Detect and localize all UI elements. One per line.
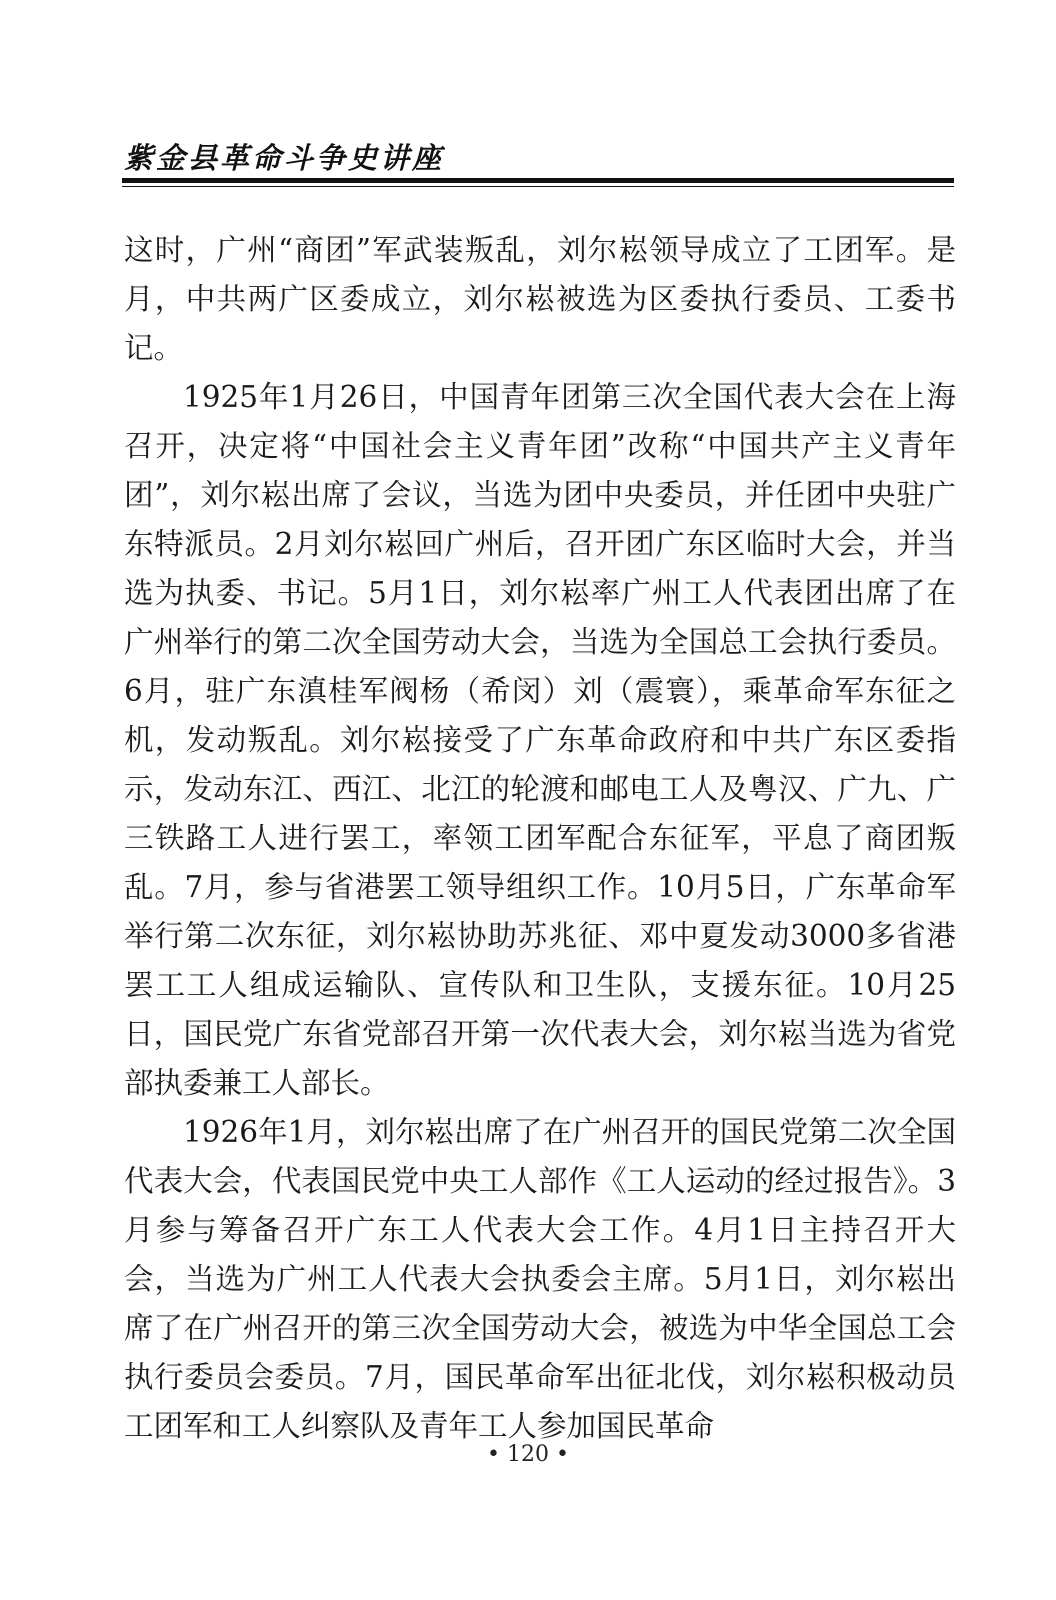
header-rule-thin [122,186,954,187]
paragraph-3: 1926年1月，刘尔崧出席了在广州召开的国民党第二次全国代表大会，代表国民党中央工人部作《工人运动的经过报告》。3月参与筹备召开广东工人代表大会工作。4月1日主持召开大会，当选为广州工人代表大会执委会主席。5月1日，刘尔崧出席了在广州召开的第三次全国劳动大会，被选为中华全国总工会执行委员会委员。7月，国民革命军出征北伐，刘尔崧积极动员工团军和工人纠察队及青年工人参加国民革命 [124,1115,956,1443]
paragraph-2: 1925年1月26日，中国青年团第三次全国代表大会在上海召开，决定将“中国社会主义青年团”改称“中国共产主义青年团”，刘尔崧出席了会议，当选为团中央委员，并任团中央驻广东特派员。2月刘尔崧回广州后，召开团广东区临时大会，并当选为执委、书记。5月1日，刘尔崧率广州工人代表团出席了在广州举行的第二次全国劳动大会，当选为全国总工会执行委员。6月，驻广东滇桂军阀杨（希闵）刘（震寰），乘革命军东征之机，发动叛乱。刘尔崧接受了广东革命政府和中共广东区委指示，发动东江、西江、北江的轮渡和邮电工人及粤汉、广九、广三铁路工人进行罢工，率领工团军配合东征军，平息了商团叛乱。7月，参与省港罢工领导组织工作。10月5日，广东革命军举行第二次东征，刘尔崧协助苏兆征、邓中夏发动3000多省港罢工工人组成运输队、宣传队和卫生队，支援东征。10月25日，国民党广东省党部召开第一次代表大会，刘尔崧当选为省党部执委兼工人部长。 [124,380,956,1100]
running-header-title: 紫金县革命斗争史讲座 [124,141,445,175]
paragraph-1: 这时，广州“商团”军武装叛乱，刘尔崧领导成立了工团军。是月，中共两广区委成立，刘尔崧被选为区委执行委员、工委书记。 [124,233,956,365]
body-text [124,226,956,1451]
page-number: • 120 • [487,1442,569,1467]
header-rule-thick [122,178,954,183]
